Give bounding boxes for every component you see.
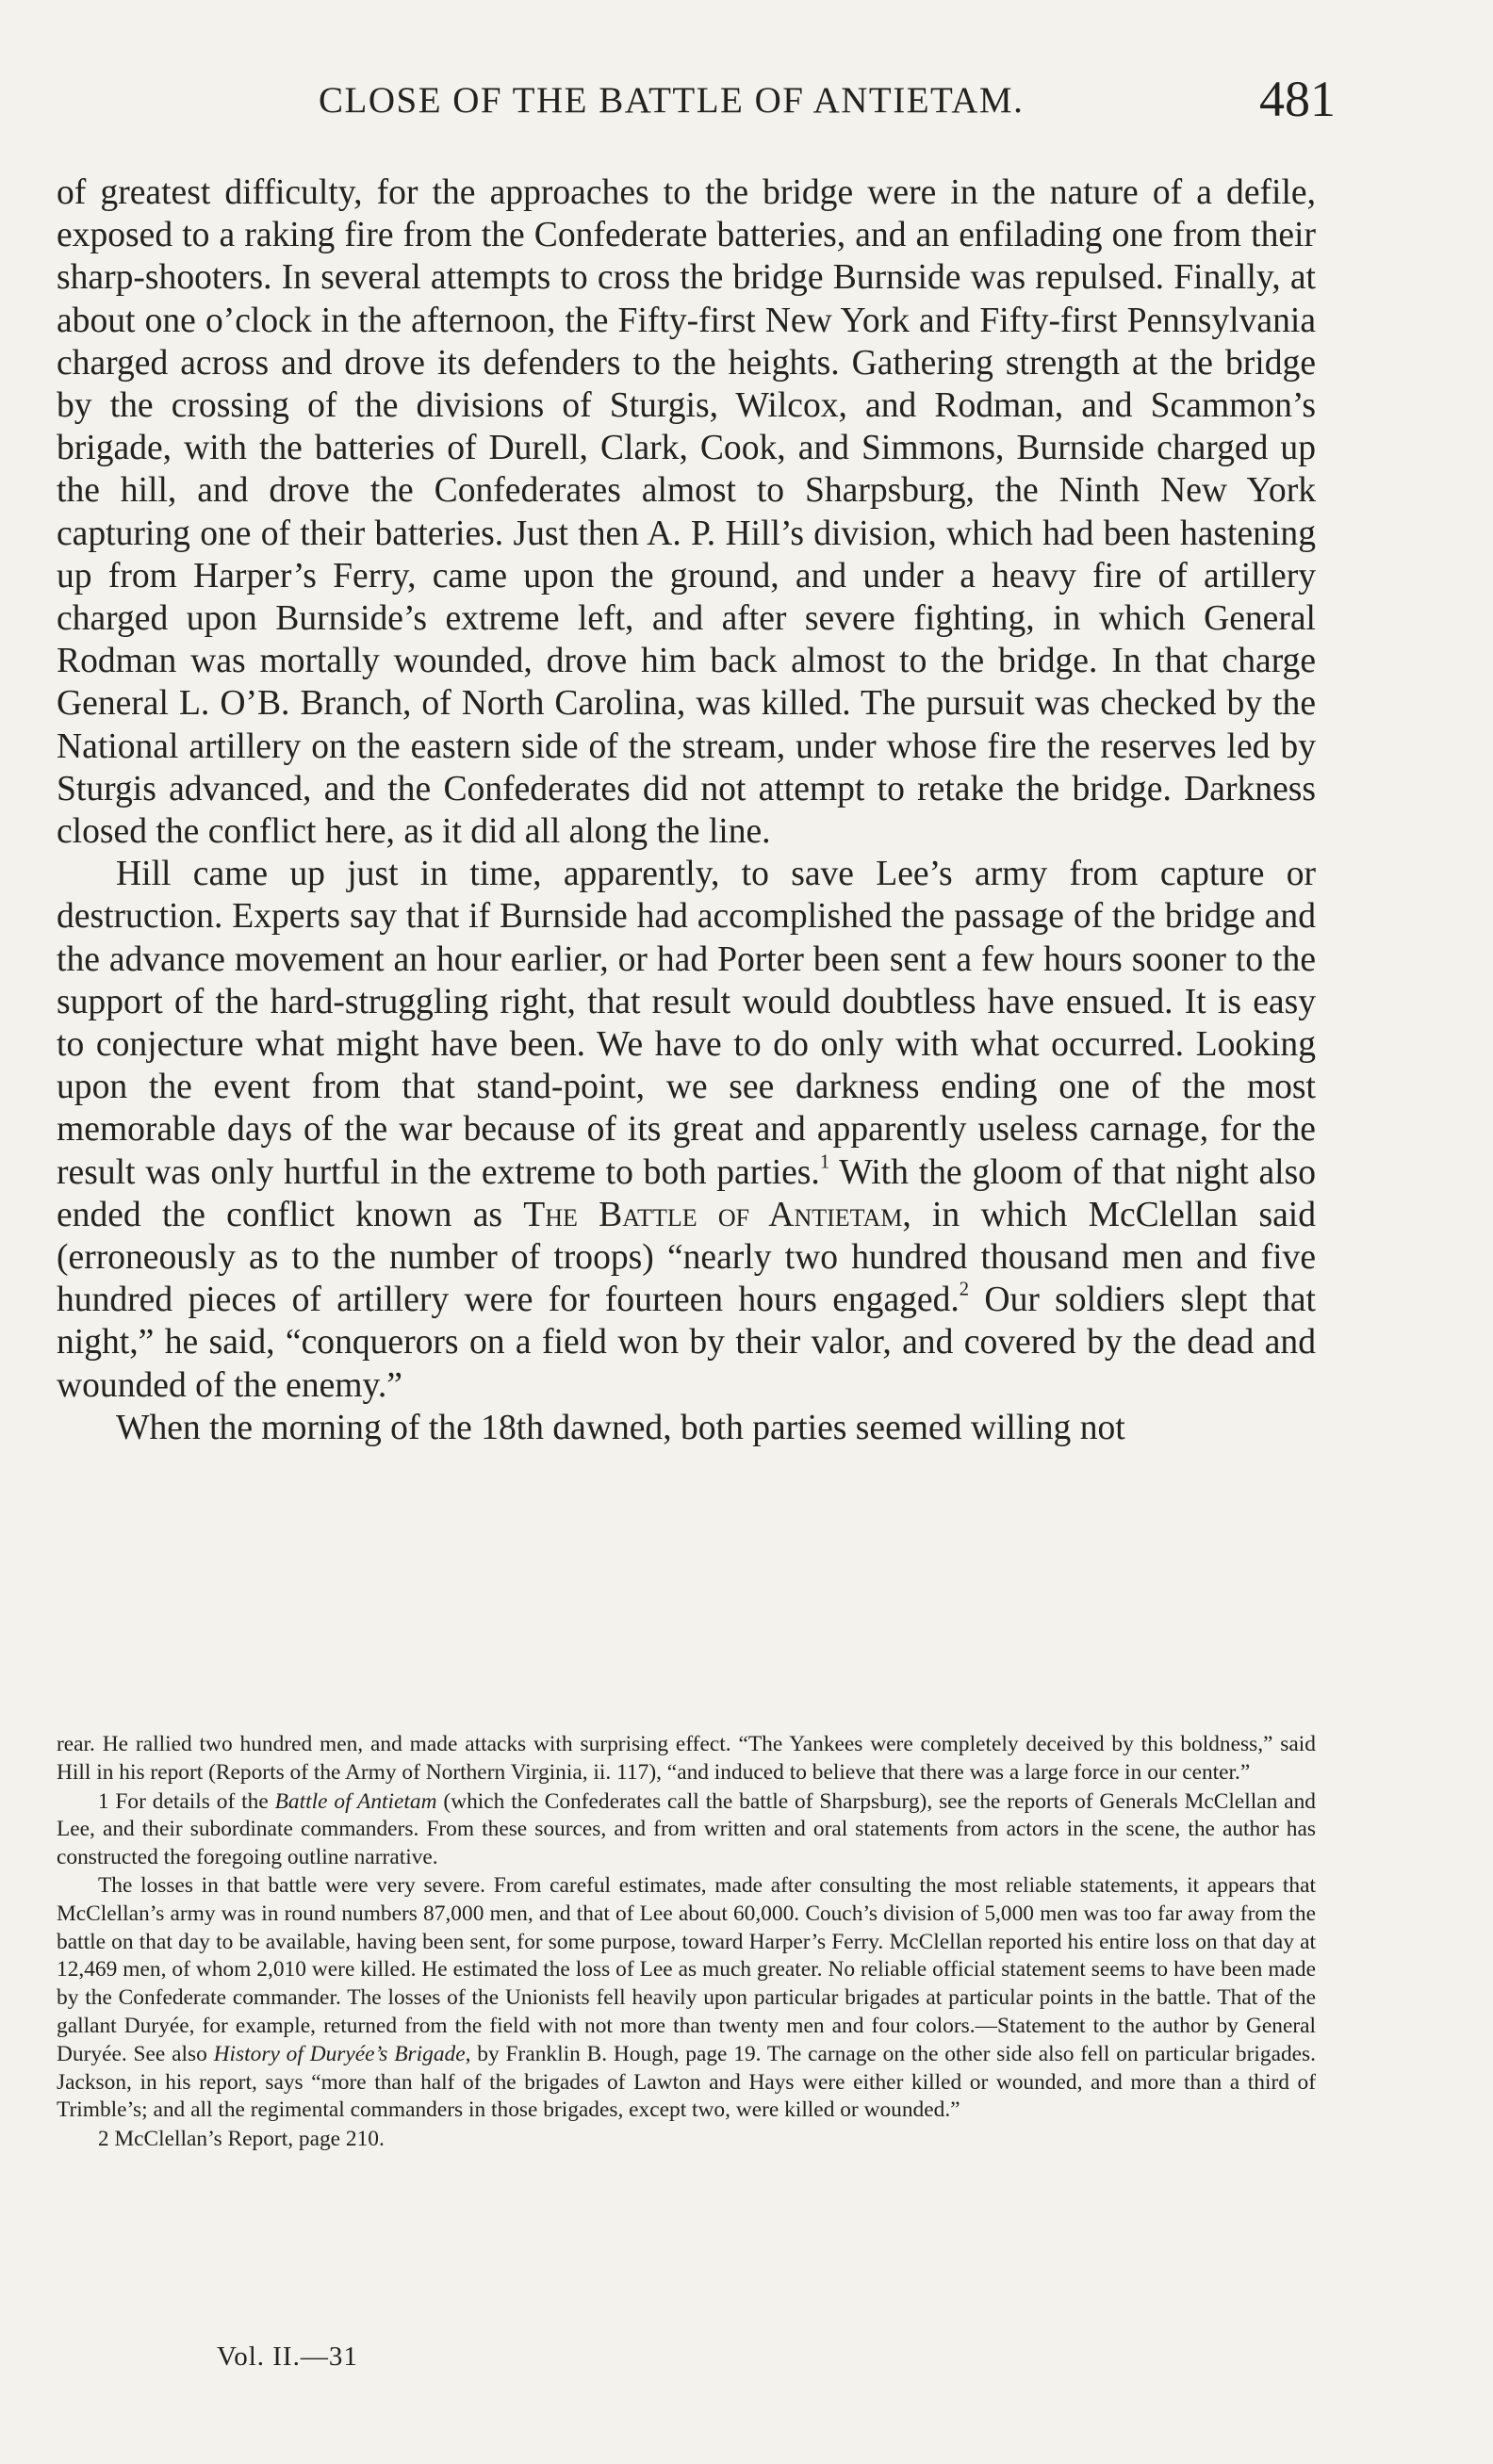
paragraph-3: When the morning of the 18th dawned, both parties seemed willing not [116,1408,1125,1447]
footnote-1-number: 1 [98,1788,109,1813]
footnote-1-p2-text-b: , by Franklin B. Hough, page 19. The carnage on the other side also fell on particular brigades. Jackson, in his report, says “more than half of the brigades of Lawton and Hays were either killed or wounded, and more than a third of Trimble’s; and all the regimental commanders in those brigades, except two, were killed or wounded.” [57,2041,1316,2123]
paragraph-2-text-c: , in which McClellan said (erroneously as to the number of troops) “nearly two hundred thousand men and five hundred pieces of artillery were for fourteen hours engaged. [57,1195,1316,1320]
paragraph-2 [57,853,1316,1407]
footnote-1-text-b: (which the Confederates call the battle of Sharpsburg), see the reports of Generals McClellan and Lee, and their subordinate commanders. From these sources, and from written and oral statements from actors in the scene, the author has constructed the foregoing outline narrative. [57,1788,1316,1870]
footnote-2-number: 2 [98,2127,109,2151]
footnote-1-paragraph-2 [57,1872,1316,2125]
footnote-1 [57,1787,1316,1872]
footnote-ref-2: 2 [959,1279,970,1300]
footnote-1-p2-italic: History of Duryée’s Brigade [213,2041,466,2066]
running-title: CLOSE OF THE BATTLE OF ANTIETAM. [319,80,1025,121]
footnote-1-text-a: For details of the [108,1788,275,1814]
paragraph-1: of greatest difficulty, for the approaches to the bridge were in the nature of a defile, exposed to a raking fire from the Confederate batteries, and an enfilading one from their sharp-shooters. In several attempts to cross the bridge Burnside was repulsed. Finally, at about one o’clock in the afternoon, the Fifty-first New York and Fifty-first Pennsylvania charged across and drove its defenders to the heights. Gathering strength at the bridge by the crossing of the divisions of Sturgis, Wilcox, and Rodman, and Scammon’s brigade, with the batteries of Durell, Clark, Cook, and Simmons, Burnside charged up the hill, and drove the Confederates almost to Sharpsburg, the Ninth New York capturing one of their batteries. Just then A. P. Hill’s division, which had been hastening up from Harper’s Ferry, came upon the ground, and under a heavy fire of artillery charged upon Burnside’s extreme left, and after severe fighting, in which General Rodman was mortally wounded, drove him back almost to the bridge. In that charge General L. O’B. Branch, of North Carolina, was killed. The pursuit was checked by the National artillery on the eastern side of the stream, under whose fire the reserves led by Sturgis advanced, and the Confederates did not attempt to retake the bridge. Darkness closed the conflict here, as it did all along the line. [57,173,1316,852]
volume-signature: Vol. II.—31 [217,2342,358,2372]
main-text [57,171,1316,1449]
paragraph-2-text-d: Our soldiers slept that night,” he said, “conquerors on a field won by their valor, and covered by the dead and wounded of the enemy.” [57,1281,1316,1405]
page-number: 481 [1259,71,1336,127]
footnote-1-italic: Battle of Antietam [274,1788,437,1814]
battle-name-small-caps: The Battle of Antietam [523,1195,903,1234]
paragraph-2-text-b: With the gloom of that night also ended the conflict known as [57,1152,1317,1234]
footnote-1-p2-text-a: The losses in that battle were very severe. From careful estimates, made after consulting the most reliable statements, it appears that McClellan’s army was in round numbers 87,000 men, and that of Lee about 60,000. Couch’s division of 5,000 men was too far away from the battle on that day to be available, having been sent, for some purpose, toward Harper’s Ferry. McClellan reported his entire loss on that day at 12,469 men, of whom 2,010 were killed. He estimated the loss of Lee as much greater. No reliable official statement seems to have been made by the Confederate commander. The losses of the Unionists fell heavily upon particular brigades at particular points in the battle. That of the gallant Duryée, for example, returned from the field with not more than twenty men and four colors.—Statement to the author by General Duryée. See also [57,1872,1316,2066]
footnote-2 [57,2125,1316,2154]
footnote-2-text: McClellan’s Report, page 210. [108,2127,385,2152]
paragraph-2-text-a: Hill came up just in time, apparently, to save Lee’s army from capture or destruction. Experts say that if Burnside had accomplished the passage of the bridge and the advance movement an hour earlier, or had Porter been sent a few hours sooner to the support of the hard-struggling right, that result would doubtless have ensued. It is easy to conjecture what might have been. We have to do only with what occurred. Looking upon the event from that stand-point, we see darkness ending one of the most memorable days of the war because of its great and apparently useless carnage, for the result was only hurtful in the extreme to both parties. [57,855,1316,1192]
running-head [0,66,1493,132]
footnote-ref-1: 1 [819,1151,830,1173]
footnote-continued: rear. He rallied two hundred men, and made attacks with surprising effect. “The Yankees were completely deceived by this boldness,” said Hill in his report (Reports of the Army of Northern Virginia, ii. 117), “and induced to believe that there was a large force in our center.” [57,1732,1316,1785]
footnotes [57,1731,1316,2154]
